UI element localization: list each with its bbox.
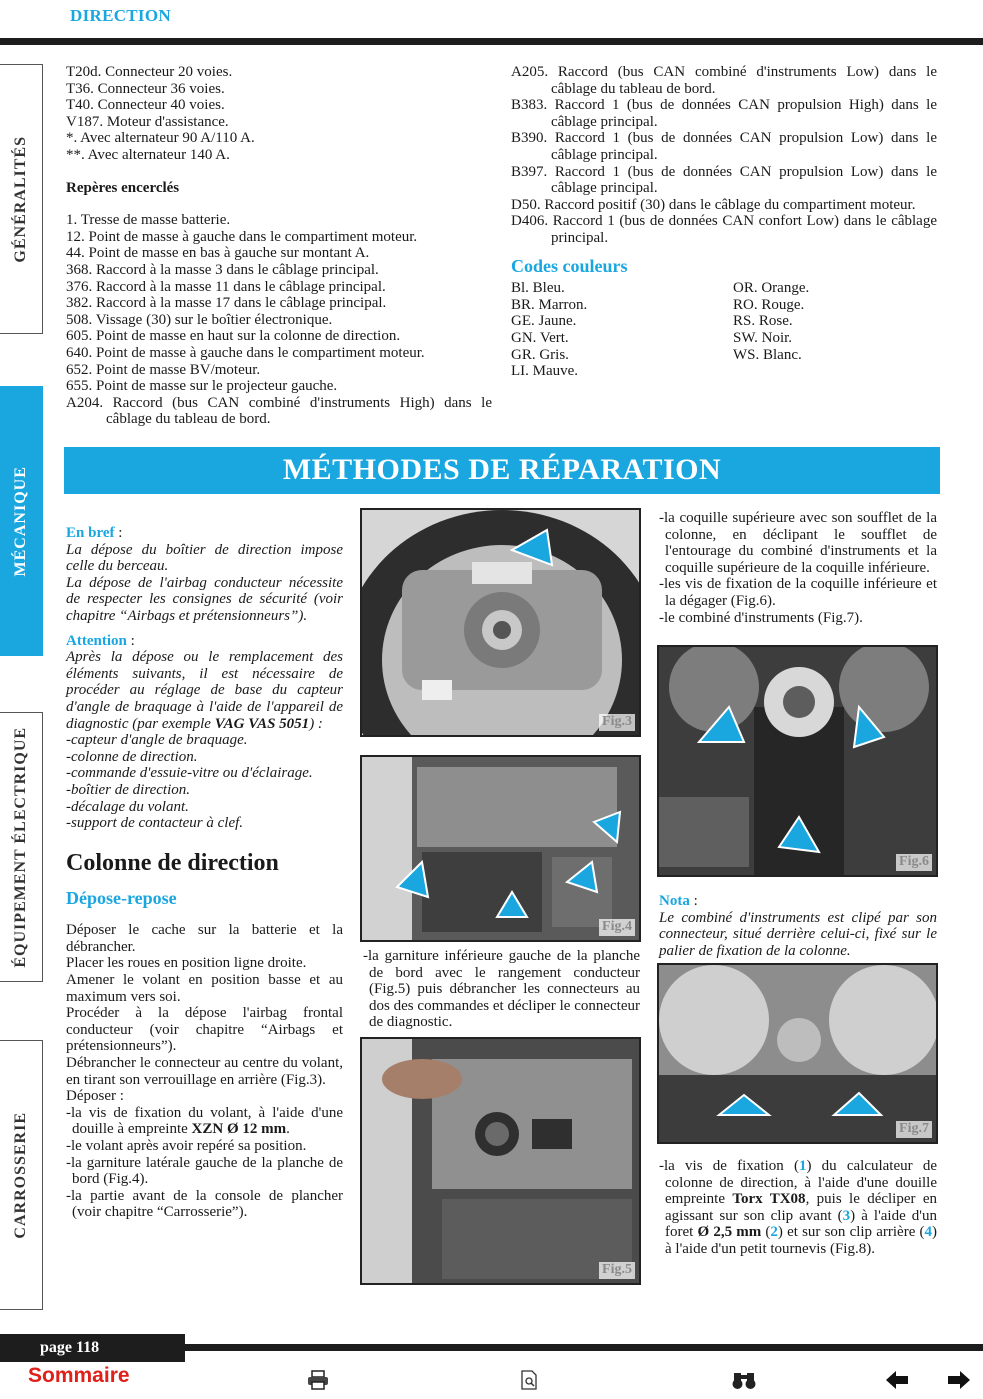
legend-item: D50. Raccord positif (30) dans le câblage du compartiment moteur. <box>511 196 916 213</box>
sommaire-link[interactable]: Sommaire <box>28 1364 130 1387</box>
colors-title: Codes couleurs <box>511 255 628 276</box>
step-text: -les vis de fixation de la coquille inférieure et la dégager (Fig.6). <box>659 576 937 609</box>
column-3-bottom <box>659 1158 937 1258</box>
attention-item: -support de contacteur à clef. <box>66 815 244 832</box>
nota-text: Le combiné d'instruments est clipé par son connecteur, situé derrière celui-ci, fixé sur le palier de fixation de la colonne. <box>659 909 937 959</box>
figure-label: Fig.5 <box>599 1262 635 1279</box>
callout-number: 2 <box>770 1224 778 1241</box>
color-code: GN. Vert. <box>511 329 569 346</box>
legend-item: *. Avec alternateur 90 A/110 A. <box>66 130 255 147</box>
legend-item: T36. Connecteur 36 voies. <box>66 80 225 97</box>
legend-item: T20d. Connecteur 20 voies. <box>66 64 233 80</box>
tab-generalites[interactable] <box>0 64 43 334</box>
attention-end: ) : <box>309 715 323 732</box>
attention-tool: VAG VAS 5051 <box>214 715 310 732</box>
attention-label: Attention <box>66 632 127 649</box>
banner-title: MÉTHODES DE RÉPARATION <box>282 453 722 487</box>
legend-item: 12. Point de masse à gauche dans le compartiment moteur. <box>66 228 418 245</box>
arrow-left-icon[interactable] <box>885 1368 911 1392</box>
tab-equipement-electrique[interactable] <box>0 712 43 982</box>
legend-item: B390. Raccord 1 (bus de données CAN propulsion Low) dans le câblage principal. <box>511 130 937 163</box>
figure-5-photo <box>360 1037 641 1285</box>
figure-7-photo <box>657 963 938 1144</box>
document-icon[interactable] <box>516 1368 542 1392</box>
arrow-right-icon[interactable] <box>945 1368 971 1392</box>
attention-item: -colonne de direction. <box>66 748 198 765</box>
legend-left <box>66 64 492 428</box>
color-code: BR. Marron. <box>511 296 588 313</box>
legend-item: A204. Raccord (bus CAN combiné d'instruments High) dans le câblage du tableau de bord. <box>66 394 492 428</box>
color-code: Bl. Bleu. <box>511 280 565 297</box>
step-text: ) à l'aide d'un petit tournevis (Fig.8). <box>665 1224 938 1257</box>
legend-item: 368. Raccord à la masse 3 dans le câblage principal. <box>66 261 379 278</box>
legend-item: 376. Raccord à la masse 11 dans le câblage principal. <box>66 278 386 295</box>
step-text: Procéder à la dépose l'airbag frontal conducteur (voir chapitre “Airbags et prétensionneurs”). <box>66 1005 343 1055</box>
step-text: -la partie avant de la console de plancher (voir chapitre “Carrosserie”). <box>66 1187 343 1221</box>
color-code: RO. Rouge. <box>733 296 805 313</box>
enbref-text: La dépose du boîtier de direction impose celle du berceau. <box>66 541 343 575</box>
legend-right <box>511 64 937 380</box>
color-code: LI. Mauve. <box>511 363 579 380</box>
tool-spec: Ø 2,5 mm <box>697 1224 762 1241</box>
legend-item: V187. Moteur d'assistance. <box>66 113 229 130</box>
tab-mecanique[interactable] <box>0 386 43 656</box>
legend-item: 640. Point de masse à gauche dans le compartiment moteur. <box>66 344 425 361</box>
instrument-cluster-image <box>659 965 938 1144</box>
legend-item: 605. Point de masse en haut sur la colonne de direction. <box>66 328 401 345</box>
legend-item: B383. Raccord 1 (bus de données CAN propulsion High) dans le câblage principal. <box>511 97 937 130</box>
color-code: SW. Noir. <box>733 329 793 346</box>
page-number: page 118 <box>0 1334 185 1362</box>
attention-item: -capteur d'angle de braquage. <box>66 732 248 749</box>
legend-item: A205. Raccord (bus CAN combiné d'instruments Low) dans le câblage du tableau de bord. <box>511 64 937 97</box>
heading-colonne: Colonne de direction <box>66 849 279 876</box>
legend-item: D406. Raccord 1 (bus de données CAN confort Low) dans le câblage principal. <box>511 213 937 246</box>
nota-block: Nota : Le combiné d'instruments est clipé par son connecteur, situé derrière celui-ci, fixé sur le palier de fixation de la colonne. <box>659 893 937 959</box>
attention-item: -décalage du volant. <box>66 798 189 815</box>
print-icon[interactable] <box>305 1368 331 1392</box>
step-text: Déposer le cache sur la batterie et la débrancher. <box>66 922 343 955</box>
tab-label: MÉCANIQUE <box>11 465 29 577</box>
legend-item: 44. Point de masse en bas à gauche sur montant A. <box>66 245 370 262</box>
step-text <box>659 1158 937 1258</box>
binoculars-icon[interactable] <box>731 1368 757 1392</box>
attention-item: -commande d'essuie-vitre ou d'éclairage. <box>66 765 313 782</box>
nota-label: Nota <box>659 893 690 909</box>
section-banner <box>64 447 940 494</box>
legend-item: 508. Vissage (30) sur le boîtier électronique. <box>66 311 333 328</box>
figure-label: Fig.7 <box>896 1121 932 1138</box>
legend-item: **. Avec alternateur 140 A. <box>66 146 230 163</box>
step-text: Déposer : <box>66 1088 124 1105</box>
figure-6-photo <box>657 645 938 877</box>
circled-title: Repères encerclés <box>66 179 180 196</box>
step-text: . <box>286 1121 290 1138</box>
step-text: -la vis de fixation du volant, à l'aide d'une douille à empreinte <box>66 1104 343 1138</box>
light-switch-image <box>362 1039 641 1285</box>
step-text: -la vis de fixation ( <box>659 1158 799 1174</box>
color-code: WS. Blanc. <box>733 346 802 363</box>
step-text: Débrancher le connecteur au centre du volant, en tirant son verrouillage en arrière (Fig.3). <box>66 1055 343 1088</box>
callout-number: 4 <box>924 1224 933 1241</box>
figure-4-photo <box>360 755 641 942</box>
callout-number: 3 <box>842 1207 851 1224</box>
step-text: ) à l'aide d'un foret <box>665 1207 937 1241</box>
column-1: En bref : La dépose du boîtier de direction impose celle du berceau. La dépose de l'airbag conducteur nécessite de respecter les consignes de sécurité (voir chapitre “Airbags et prétensionneurs”). Attention : Après la dépose ou le remplacement des éléments suivants, il est nécessaire de procéder au réglage de base du capteur d'angle de braquage à l'aide de l'appareil de diagnostic (par exemple VAG VAS 5051) : -capteur d'angle de braquage. -colonne de direction. -commande d'essuie-vitre ou d'éclairage. -boîtier de direction. -décalage du volant. -support de contacteur à clef. Colonne de direction Dépose-repose Déposer le cache sur la batterie et la débrancher. Placer les roues en position ligne droite. Amener le volant en position basse et au maximum vers soi. Procéder à la dépose l'airbag frontal conducteur (voir chapitre “Airbags et prétensionneurs”). Débrancher le connecteur au centre du volant, en tirant son verrouillage en arrière (Fig.3). Déposer : -la vis de fixation du volant, à l'aide d'une douille à empreinte XZN Ø 12 mm. -le volant après avoir repéré sa position. -la garniture latérale gauche de la planche de bord (Fig.4). -la partie avant de la console de plancher (voir chapitre “Carrosserie”). <box>66 525 343 1221</box>
step-text: ( <box>761 1224 771 1241</box>
steering-column-image <box>659 647 938 877</box>
dashboard-panel-image <box>362 757 641 942</box>
step-text: -la garniture latérale gauche de la planche de bord (Fig.4). <box>66 1154 343 1188</box>
callout-number: 1 <box>798 1158 807 1174</box>
figure-3-photo <box>360 508 641 737</box>
legend-item: 382. Raccord à la masse 17 dans le câblage principal. <box>66 295 387 312</box>
column-3-top <box>659 510 937 626</box>
step-text: -le volant après avoir repéré sa position. <box>66 1138 307 1154</box>
legend-item: 652. Point de masse BV/moteur. <box>66 361 261 378</box>
legend-item: 1. Tresse de masse batterie. <box>66 212 231 229</box>
color-code: RS. Rose. <box>733 313 793 330</box>
subheading-depose: Dépose-repose <box>66 887 177 908</box>
tool-spec: Torx TX08 <box>732 1191 806 1208</box>
figure-label: Fig.4 <box>599 919 635 936</box>
section-header: DIRECTION <box>70 6 171 25</box>
color-code: GE. Jaune. <box>511 313 577 330</box>
tab-label: ÉQUIPEMENT ÉLECTRIQUE <box>11 726 29 968</box>
top-rule <box>0 38 983 45</box>
step-text: Amener le volant en position basse et au maximum vers soi. <box>66 972 343 1005</box>
color-code: OR. Orange. <box>733 280 810 297</box>
attention-text: Après la dépose ou le remplacement des éléments suivants, il est nécessaire de procéder au réglage de base du capteur d'angle de braquage à l'aide de l'appareil de diagnostic (par exemple <box>66 649 343 732</box>
color-code: GR. Gris. <box>511 346 569 363</box>
tab-label: GÉNÉRALITÉS <box>11 135 29 263</box>
step-text: ) du calculateur de colonne de direction, à l'aide d'une douille empreinte <box>665 1158 937 1208</box>
step-text: ) et sur son clip arrière ( <box>777 1224 925 1241</box>
step-text: -le combiné d'instruments (Fig.7). <box>659 609 863 626</box>
column-2-text <box>363 948 640 1031</box>
legend-item: B397. Raccord 1 (bus de données CAN propulsion Low) dans le câblage principal. <box>511 163 937 197</box>
step-text: -la garniture inférieure gauche de la planche de bord avec le rangement conducteur (Fig.5) puis débrancher les connecteurs au dos des commandes et décliper le connecteur de diagnostic. <box>363 948 640 1031</box>
step-text: , puis le décliper en agissant sur son clip avant ( <box>665 1191 938 1224</box>
legend-item: 655. Point de masse sur le projecteur gauche. <box>66 378 338 395</box>
step-text: -la coquille supérieure avec son soufflet de la colonne, en déclipant le soufflet de l'entourage du combiné d'instruments et la coquille supérieure de la coquille inférieure. <box>659 510 937 576</box>
attention-item: -boîtier de direction. <box>66 781 190 798</box>
tool-spec: XZN Ø 12 mm <box>191 1121 287 1138</box>
figure-label: Fig.3 <box>599 714 635 731</box>
figure-label: Fig.6 <box>896 854 932 871</box>
step-text: Placer les roues en position ligne droite. <box>66 955 307 972</box>
enbref-label: En bref <box>66 525 115 541</box>
tab-label: CARROSSERIE <box>11 1111 29 1239</box>
legend-item: T40. Connecteur 40 voies. <box>66 97 225 114</box>
enbref-text: La dépose de l'airbag conducteur nécessite de respecter les consignes de sécurité (voir chapitre “Airbags et prétensionneurs”). <box>66 574 343 624</box>
tab-carrosserie[interactable] <box>0 1040 43 1310</box>
steering-wheel-image <box>362 510 641 737</box>
